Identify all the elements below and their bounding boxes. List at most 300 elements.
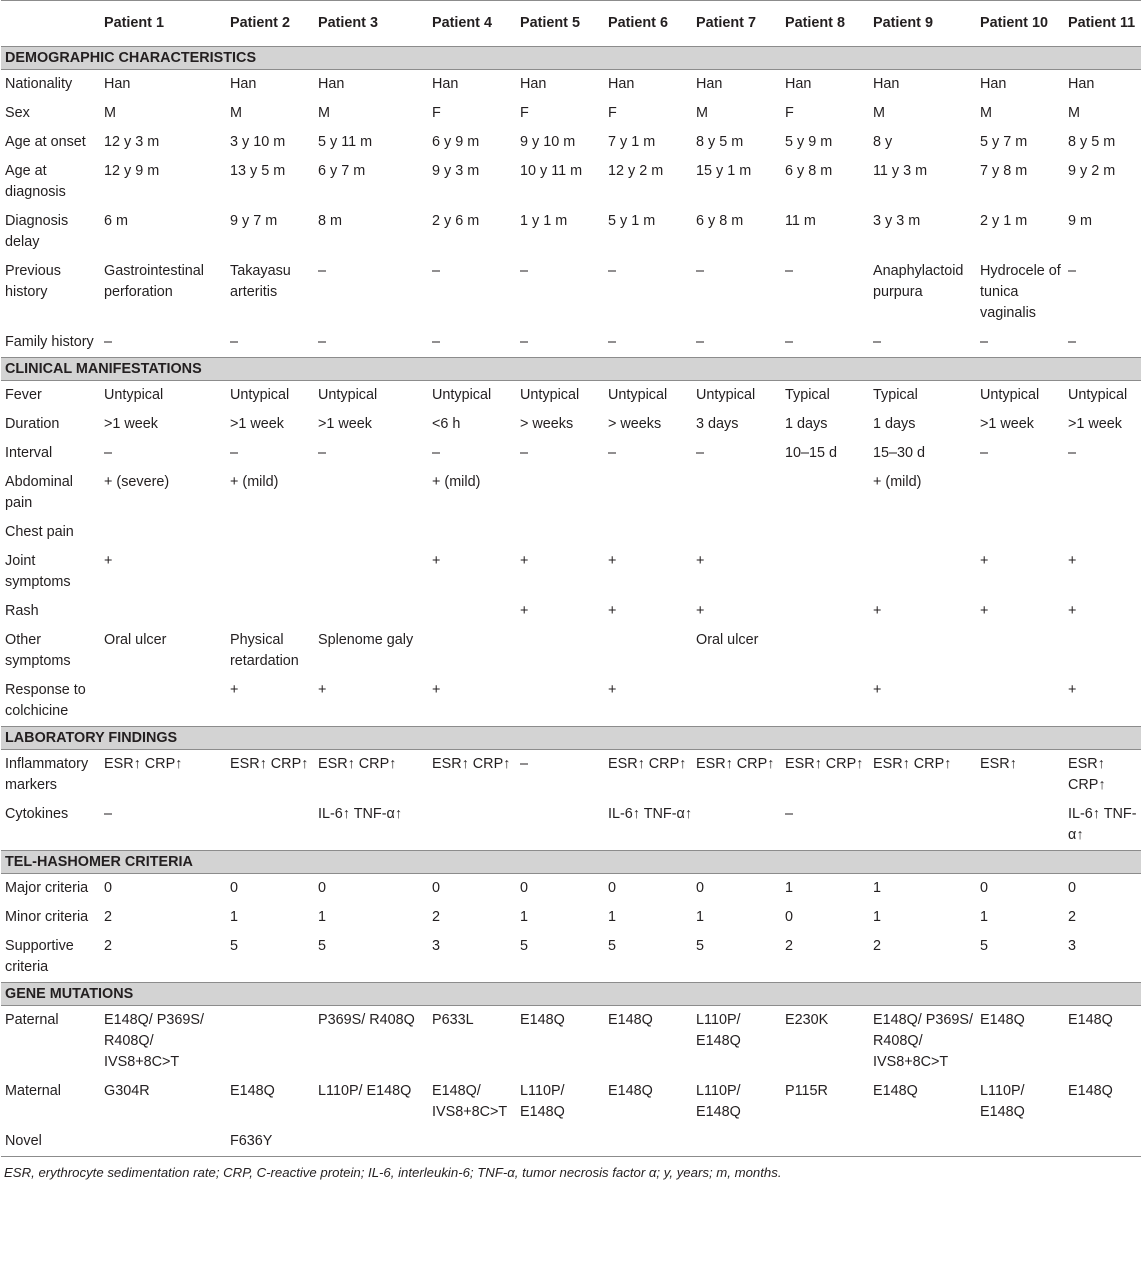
table-cell: –: [318, 445, 327, 461]
table-cell: Untypical: [520, 387, 580, 403]
section-header-row: [1, 727, 1141, 750]
table-cell: [604, 1127, 692, 1157]
table-cell: [604, 468, 692, 518]
table-cell: –: [1068, 334, 1077, 350]
table-cell: ESR↑ CRP↑: [230, 756, 309, 772]
section-title: CLINICAL MANIFESTATIONS: [1, 358, 1141, 381]
table-cell: [869, 518, 976, 547]
table-cell: 0: [1068, 880, 1077, 896]
table-cell: Han: [318, 76, 345, 92]
table-cell: [1064, 468, 1141, 518]
table-cell: 0: [230, 880, 239, 896]
table-cell: L110P/ E148Q: [980, 1083, 1025, 1120]
table-cell: M: [104, 105, 116, 121]
table-cell: Han: [104, 76, 131, 92]
table-cell: G304R: [104, 1083, 150, 1099]
table-cell: ESR↑ CRP↑: [1068, 756, 1106, 793]
header-cell-patient: Patient 3: [314, 1, 428, 47]
table-cell: 3 y 10 m: [230, 134, 286, 150]
table-cell: 2: [785, 938, 794, 954]
table-cell: 9 y 7 m: [230, 213, 278, 229]
table-cell: 9 y 2 m: [1068, 163, 1116, 179]
table-cell: [604, 626, 692, 676]
table-cell: [781, 518, 869, 547]
table-cell: [1064, 626, 1141, 676]
table-cell: 8 m: [318, 213, 342, 229]
table-cell: 1: [608, 909, 617, 925]
table-cell: –: [432, 263, 441, 279]
table-cell: 1: [980, 909, 989, 925]
table-cell: [869, 626, 976, 676]
table-cell: Han: [696, 76, 723, 92]
table-cell: +: [1068, 553, 1077, 569]
table-cell: –: [230, 334, 239, 350]
table-cell: 5: [608, 938, 617, 954]
table-row: [1, 99, 1141, 128]
header-cell-patient: Patient 6: [604, 1, 692, 47]
table-cell: –: [785, 263, 794, 279]
table-cell: 6 y 9 m: [432, 134, 480, 150]
table-cell: L110P/ E148Q: [696, 1012, 741, 1049]
table-cell: 5: [520, 938, 529, 954]
table-cell: [314, 1127, 428, 1157]
section-title: DEMOGRAPHIC CHARACTERISTICS: [1, 47, 1141, 70]
table-cell: –: [520, 263, 529, 279]
table-cell: [781, 547, 869, 597]
table-cell: 5: [980, 938, 989, 954]
table-cell: [226, 597, 314, 626]
table-cell: 9 m: [1068, 213, 1092, 229]
table-cell: Anaphylactoid purpura: [873, 263, 964, 300]
table-cell: 9 y 3 m: [432, 163, 480, 179]
table-cell: Physical retardation: [230, 632, 299, 669]
row-label: Paternal: [5, 1012, 59, 1028]
table-cell: [226, 1006, 314, 1078]
table-cell: 6 y 7 m: [318, 163, 366, 179]
table-cell: –: [230, 445, 239, 461]
table-cell: > weeks: [520, 416, 574, 432]
table-cell: [869, 547, 976, 597]
row-label: Fever: [5, 387, 42, 403]
table-cell: [100, 1127, 226, 1157]
table-row: [1, 626, 1141, 676]
table-row: [1, 800, 1141, 851]
table-cell: [428, 626, 516, 676]
table-cell: IL-6↑ TNF-α↑: [1068, 806, 1137, 843]
table-cell: 0: [980, 880, 989, 896]
table-cell: 1: [873, 880, 882, 896]
table-cell: –: [1068, 263, 1077, 279]
table-cell: [516, 676, 604, 727]
table-cell: 5: [696, 938, 705, 954]
table-cell: Han: [608, 76, 635, 92]
table-cell: Oral ulcer: [104, 632, 167, 648]
table-cell: E230K: [785, 1012, 829, 1028]
table-row: [1, 468, 1141, 518]
table-cell: Gastrointestinal perforation: [104, 263, 204, 300]
table-cell: 3: [432, 938, 441, 954]
table-cell: >1 week: [318, 416, 373, 432]
table-cell: 0: [520, 880, 529, 896]
table-cell: –: [980, 445, 989, 461]
table-row: [1, 1077, 1141, 1127]
header-cell-patient: Patient 7: [692, 1, 781, 47]
table-cell: E148Q: [520, 1012, 565, 1028]
header-cell-patient: Patient 1: [100, 1, 226, 47]
table-cell: [428, 1127, 516, 1157]
row-label: Inflammatory markers: [5, 756, 89, 793]
table-cell: E148Q: [1068, 1083, 1113, 1099]
table-cell: ESR↑ CRP↑: [318, 756, 397, 772]
table-cell: M: [873, 105, 885, 121]
table-cell: ESR↑ CRP↑: [608, 756, 687, 772]
table-cell: [976, 800, 1064, 851]
table-cell: ESR↑ CRP↑: [873, 756, 952, 772]
table-cell: [781, 468, 869, 518]
row-label: Major criteria: [5, 880, 89, 896]
row-label: Chest pain: [5, 524, 74, 540]
table-cell: +: [873, 682, 882, 698]
table-cell: +: [980, 603, 989, 619]
table-cell: 5 y 11 m: [318, 134, 373, 150]
table-cell: 15–30 d: [873, 445, 926, 461]
table-cell: 12 y 2 m: [608, 163, 664, 179]
table-cell: [100, 597, 226, 626]
table-cell: 15 y 1 m: [696, 163, 752, 179]
table-body: [1, 47, 1141, 1157]
table-cell: 13 y 5 m: [230, 163, 286, 179]
table-cell: 1: [520, 909, 529, 925]
table-cell: [869, 1127, 976, 1157]
row-label: Age at diagnosis: [5, 163, 66, 200]
table-cell: +: [432, 682, 441, 698]
table-cell: 0: [608, 880, 617, 896]
row-label: Interval: [5, 445, 53, 461]
table-row: [1, 70, 1141, 100]
table-cell: 0: [696, 880, 705, 896]
table-cell: + (mild): [230, 474, 279, 490]
table-cell: F: [432, 105, 441, 121]
header-cell-blank: [1, 1, 100, 47]
table-footnote: ESR, erythrocyte sedimentation rate; CRP, C-reactive protein; IL-6, interleukin-6; TNF-α, tumor necrosis factor α; y, years; m, months.: [4, 1165, 782, 1180]
row-label: Supportive criteria: [5, 938, 74, 975]
section-header-row: [1, 47, 1141, 70]
table-cell: Typical: [873, 387, 918, 403]
table-cell: –: [980, 334, 989, 350]
table-cell: >1 week: [230, 416, 285, 432]
table-cell: –: [318, 334, 327, 350]
header-cell-patient: Patient 9: [869, 1, 976, 47]
section-header-row: [1, 358, 1141, 381]
table-cell: [314, 468, 428, 518]
table-cell: [781, 676, 869, 727]
table-cell: 1: [230, 909, 239, 925]
patient-characteristics-table: [1, 0, 1141, 1157]
table-row: [1, 903, 1141, 932]
table-cell: +: [608, 553, 617, 569]
row-label: Abdominal pain: [5, 474, 73, 511]
table-cell: [314, 547, 428, 597]
table-cell: 3: [1068, 938, 1077, 954]
table-cell: [976, 626, 1064, 676]
table-cell: 8 y: [873, 134, 893, 150]
table-cell: 2: [1068, 909, 1077, 925]
table-cell: M: [318, 105, 330, 121]
table-cell: [100, 518, 226, 547]
table-cell: ESR↑ CRP↑: [785, 756, 864, 772]
table-cell: Untypical: [230, 387, 290, 403]
table-cell: + (mild): [873, 474, 922, 490]
table-cell: 5 y 9 m: [785, 134, 833, 150]
table-cell: 11 y 3 m: [873, 163, 928, 179]
table-cell: –: [432, 445, 441, 461]
row-label: Sex: [5, 105, 30, 121]
table-cell: 2 y 6 m: [432, 213, 480, 229]
table-cell: +: [104, 553, 113, 569]
table-cell: –: [318, 263, 327, 279]
table-cell: –: [608, 445, 617, 461]
table-cell: 7 y 8 m: [980, 163, 1028, 179]
table-row: [1, 1127, 1141, 1157]
table-cell: [781, 1127, 869, 1157]
table-cell: [692, 518, 781, 547]
section-title: LABORATORY FINDINGS: [1, 727, 1141, 750]
table-cell: –: [520, 756, 529, 772]
table-header-row: [1, 1, 1141, 47]
table-cell: –: [1068, 445, 1077, 461]
table-cell: 11 m: [785, 213, 816, 229]
table-cell: L110P/ E148Q: [318, 1083, 412, 1099]
table-cell: 7 y 1 m: [608, 134, 656, 150]
table-cell: Typical: [785, 387, 830, 403]
table-cell: > weeks: [608, 416, 662, 432]
table-cell: [976, 518, 1064, 547]
section-header-row: [1, 983, 1141, 1006]
table-cell: 10 y 11 m: [520, 163, 583, 179]
table-cell: 2 y 1 m: [980, 213, 1028, 229]
table-cell: [516, 518, 604, 547]
table-cell: [976, 468, 1064, 518]
table-cell: 5: [230, 938, 239, 954]
row-label: Duration: [5, 416, 60, 432]
table-cell: L110P/ E148Q: [520, 1083, 565, 1120]
table-cell: –: [608, 263, 617, 279]
row-label: Diagnosis delay: [5, 213, 69, 250]
table-cell: [428, 518, 516, 547]
table-cell: Han: [980, 76, 1007, 92]
table-cell: +: [432, 553, 441, 569]
table-cell: 0: [432, 880, 441, 896]
table-cell: [314, 518, 428, 547]
table-cell: Han: [520, 76, 547, 92]
table-cell: [516, 468, 604, 518]
table-cell: Han: [432, 76, 459, 92]
table-cell: –: [520, 445, 529, 461]
table-cell: –: [696, 334, 705, 350]
row-label: Response to colchicine: [5, 682, 86, 719]
header-cell-patient: Patient 5: [516, 1, 604, 47]
table-cell: [226, 800, 314, 851]
table-cell: [869, 800, 976, 851]
row-label: Previous history: [5, 263, 61, 300]
table-cell: +: [230, 682, 239, 698]
table-cell: [692, 676, 781, 727]
header-cell-patient: Patient 11: [1064, 1, 1141, 47]
table-cell: [976, 676, 1064, 727]
table-cell: Han: [785, 76, 812, 92]
table-cell: Untypical: [696, 387, 756, 403]
table-cell: 1: [785, 880, 794, 896]
table-cell: [692, 468, 781, 518]
table-cell: >1 week: [1068, 416, 1123, 432]
table-cell: +: [520, 553, 529, 569]
table-cell: +: [608, 603, 617, 619]
table-cell: –: [785, 334, 794, 350]
table-cell: [692, 1127, 781, 1157]
table-cell: E148Q/ P369S/ R408Q/ IVS8+8C>T: [104, 1012, 205, 1070]
section-title: GENE MUTATIONS: [1, 983, 1141, 1006]
table-cell: +: [608, 682, 617, 698]
table-cell: Untypical: [1068, 387, 1128, 403]
table-cell: ESR↑ CRP↑: [104, 756, 183, 772]
table-cell: 9 y 10 m: [520, 134, 576, 150]
table-cell: 12 y 3 m: [104, 134, 160, 150]
section-header-row: [1, 851, 1141, 874]
table-cell: –: [104, 334, 113, 350]
table-cell: >1 week: [980, 416, 1035, 432]
table-cell: F636Y: [226, 1127, 314, 1157]
table-row: [1, 597, 1141, 626]
table-row: [1, 207, 1141, 257]
table-cell: +: [873, 603, 882, 619]
table-row: [1, 1006, 1141, 1078]
table-row: [1, 410, 1141, 439]
table-row: [1, 874, 1141, 904]
table-cell: 8 y 5 m: [1068, 134, 1116, 150]
table-cell: >1 week: [104, 416, 159, 432]
table-cell: Han: [873, 76, 900, 92]
table-cell: 0: [318, 880, 327, 896]
table-cell: 10–15 d: [785, 445, 838, 461]
table-cell: –: [104, 445, 113, 461]
table-cell: P369S/ R408Q: [318, 1012, 415, 1028]
table-cell: IL-6↑ TNF-α↑: [608, 806, 693, 822]
table-cell: F: [785, 105, 794, 121]
row-label: Minor criteria: [5, 909, 89, 925]
table-cell: 5 y 7 m: [980, 134, 1028, 150]
table-cell: [226, 547, 314, 597]
table-cell: Oral ulcer: [696, 632, 759, 648]
table-cell: F: [520, 105, 529, 121]
table-cell: Han: [230, 76, 257, 92]
table-cell: ESR↑ CRP↑: [432, 756, 511, 772]
table-cell: Takayasu arteritis: [230, 263, 291, 300]
table-cell: E148Q/ IVS8+8C>T: [432, 1083, 508, 1120]
table-cell: Untypical: [104, 387, 164, 403]
table-cell: E148Q: [980, 1012, 1025, 1028]
table-cell: [516, 626, 604, 676]
table-cell: 6 m: [104, 213, 128, 229]
table-cell: + (mild): [432, 474, 481, 490]
table-cell: –: [696, 263, 705, 279]
table-cell: + (severe): [104, 474, 170, 490]
table-cell: [781, 626, 869, 676]
table-cell: Untypical: [318, 387, 378, 403]
table-row: [1, 381, 1141, 411]
table-cell: [428, 597, 516, 626]
table-cell: E148Q: [608, 1083, 653, 1099]
table-cell: Untypical: [432, 387, 492, 403]
table-cell: F: [608, 105, 617, 121]
table-cell: E148Q: [608, 1012, 653, 1028]
header-cell-patient: Patient 8: [781, 1, 869, 47]
table-cell: P115R: [785, 1083, 828, 1099]
table-cell: ESR↑: [980, 756, 1017, 772]
table-cell: [976, 1127, 1064, 1157]
table-cell: Hydrocele of tunica vaginalis: [980, 263, 1061, 321]
row-label: Other symptoms: [5, 632, 71, 669]
table-cell: +: [1068, 603, 1077, 619]
table-cell: P633L: [432, 1012, 474, 1028]
table-cell: [428, 800, 516, 851]
table-cell: 1: [873, 909, 882, 925]
table-cell: 1 days: [785, 416, 828, 432]
table-cell: +: [520, 603, 529, 619]
table-cell: 2: [432, 909, 441, 925]
table-cell: 1 days: [873, 416, 916, 432]
row-label: Rash: [5, 603, 39, 619]
table-cell: +: [696, 553, 705, 569]
table-cell: E148Q/ P369S/ R408Q/ IVS8+8C>T: [873, 1012, 974, 1070]
table-row: [1, 157, 1141, 207]
table-row: [1, 547, 1141, 597]
table-cell: 2: [104, 938, 113, 954]
table-cell: [781, 597, 869, 626]
table-cell: M: [696, 105, 708, 121]
table-cell: [692, 800, 781, 851]
table-cell: E148Q: [1068, 1012, 1113, 1028]
row-label: Joint symptoms: [5, 553, 71, 590]
row-label: Cytokines: [5, 806, 69, 822]
table-cell: 1: [318, 909, 327, 925]
table-cell: M: [1068, 105, 1080, 121]
header-cell-patient: Patient 4: [428, 1, 516, 47]
table-cell: E148Q: [230, 1083, 275, 1099]
table-cell: 5: [318, 938, 327, 954]
table-cell: [516, 800, 604, 851]
table-cell: Han: [1068, 76, 1095, 92]
table-cell: 6 y 8 m: [696, 213, 744, 229]
table-cell: 2: [104, 909, 113, 925]
header-cell-patient: Patient 2: [226, 1, 314, 47]
table-row: [1, 676, 1141, 727]
table-cell: 1: [696, 909, 705, 925]
row-label: Family history: [5, 334, 94, 350]
row-label: Nationality: [5, 76, 73, 92]
table-row: [1, 518, 1141, 547]
table-row: [1, 439, 1141, 468]
table-cell: Splenome galy: [318, 632, 414, 648]
table-cell: 3 y 3 m: [873, 213, 921, 229]
table-row: [1, 750, 1141, 801]
table-cell: +: [696, 603, 705, 619]
table-cell: –: [520, 334, 529, 350]
table-cell: [100, 676, 226, 727]
table-cell: –: [873, 334, 882, 350]
table-cell: +: [1068, 682, 1077, 698]
table-cell: Untypical: [608, 387, 668, 403]
table-cell: [604, 518, 692, 547]
